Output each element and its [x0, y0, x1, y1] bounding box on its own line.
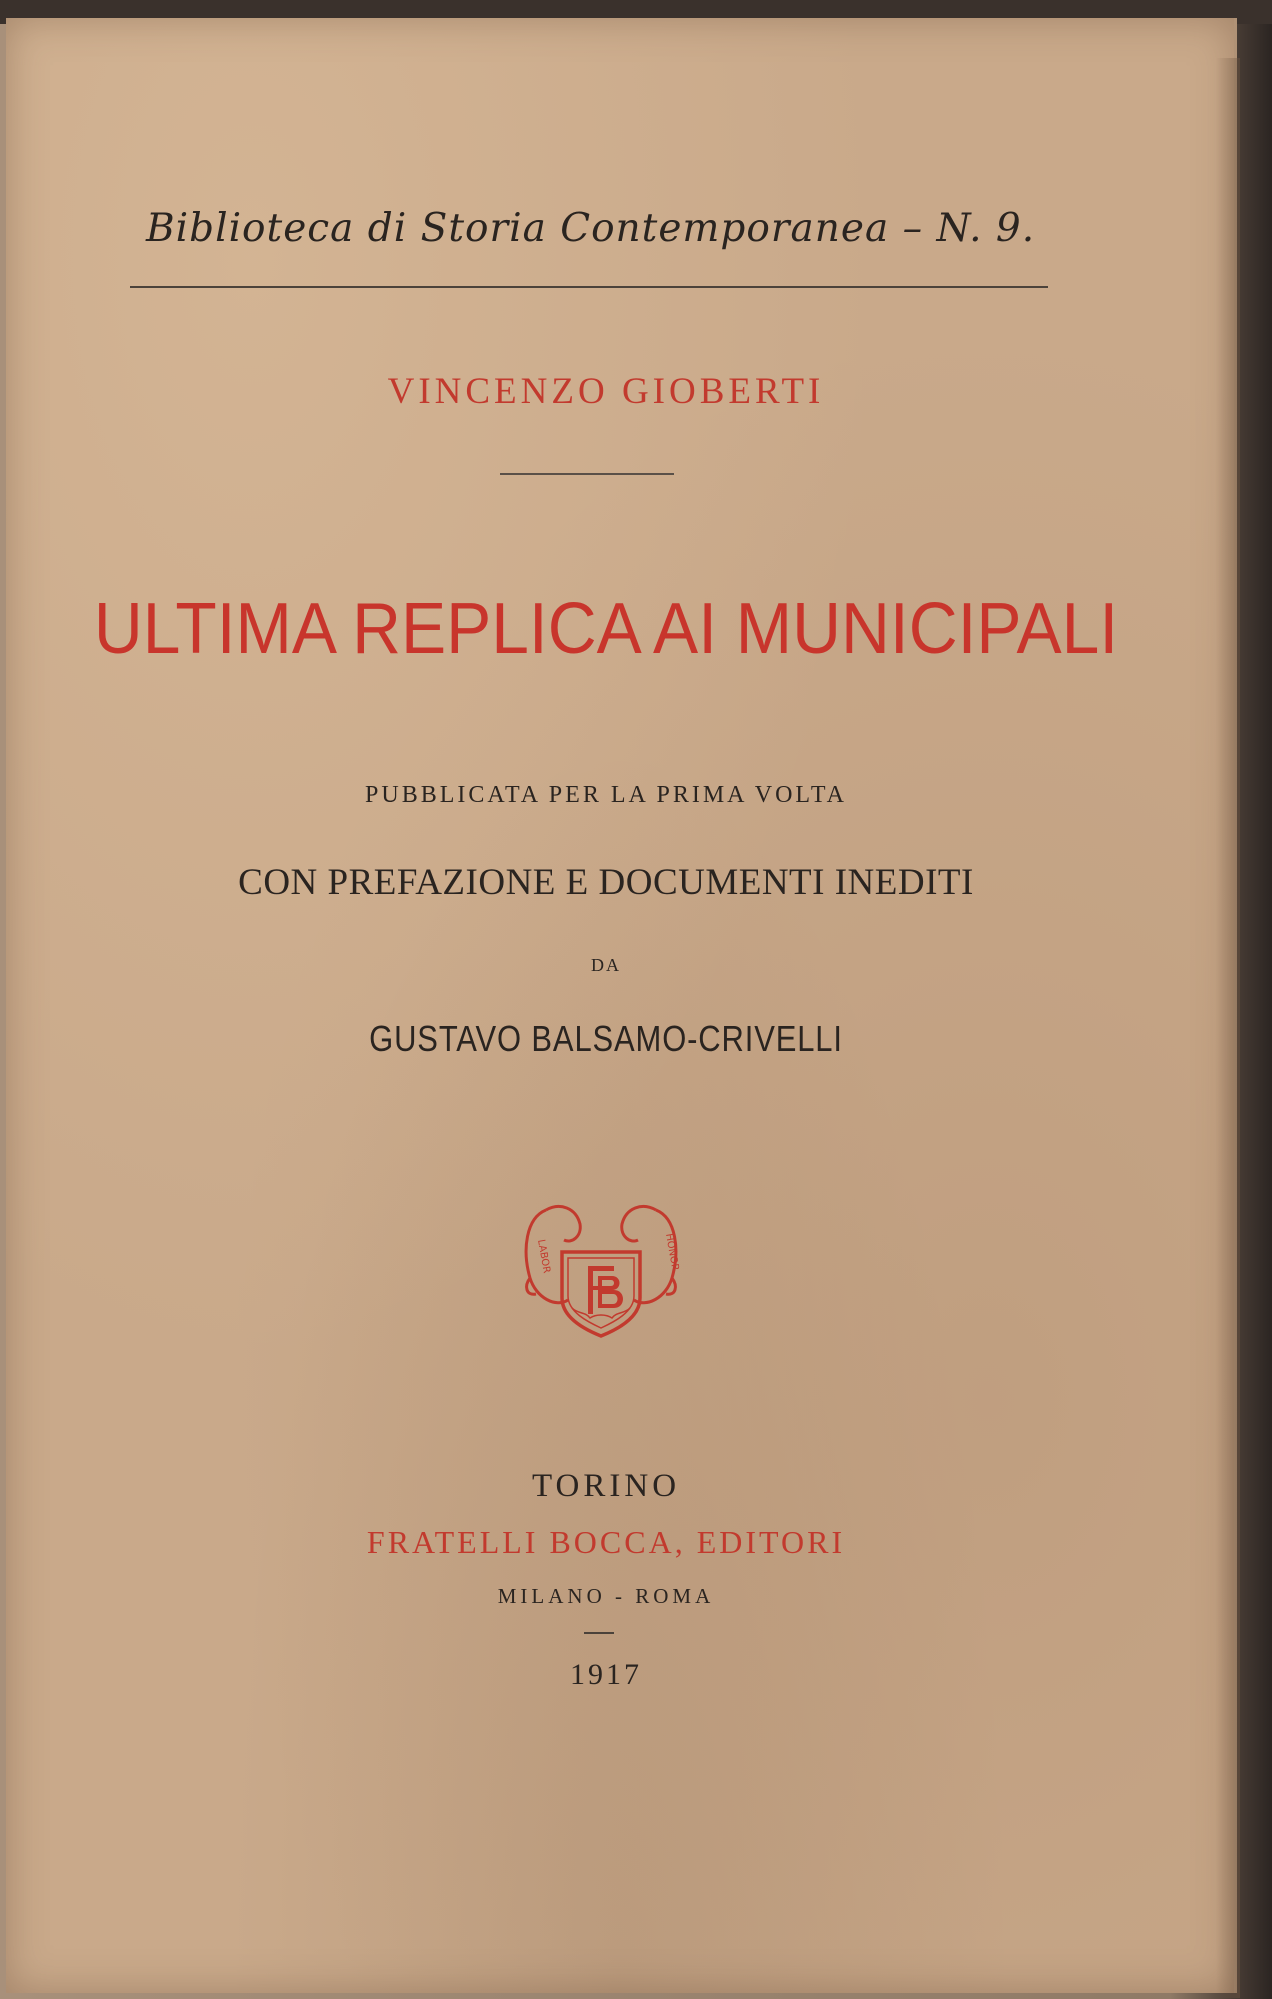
subtitle-line-2: CON PREFAZIONE E DOCUMENTI INEDITI	[238, 862, 974, 903]
cover-spine-shadow	[1216, 58, 1240, 1998]
by-label: DA	[591, 955, 621, 975]
editor-name: GUSTAVO BALSAMO-CRIVELLI	[369, 1018, 843, 1059]
author-name: VINCENZO GIOBERTI	[387, 371, 825, 412]
book-title: ULTIMA REPLICA AI MUNICIPALI	[93, 589, 1119, 669]
motto-right: HONOR	[663, 1232, 681, 1272]
publication-year: 1917	[570, 1658, 642, 1691]
series-divider	[130, 286, 1048, 288]
year-divider	[584, 1632, 614, 1634]
subtitle-line-1: PUBBLICATA PER LA PRIMA VOLTA	[365, 782, 847, 808]
series-title: Biblioteca di Storia Contemporanea – N. 9.	[146, 206, 1036, 251]
printer-mark-emblem	[516, 1190, 686, 1342]
motto-left: LABOR	[535, 1238, 552, 1275]
publisher-branches: MILANO - ROMA	[497, 1584, 715, 1608]
publication-city: TORINO	[531, 1468, 681, 1504]
author-divider	[500, 473, 674, 475]
publisher-name: FRATELLI BOCCA, EDITORI	[366, 1524, 846, 1560]
book-cover	[6, 18, 1237, 1993]
